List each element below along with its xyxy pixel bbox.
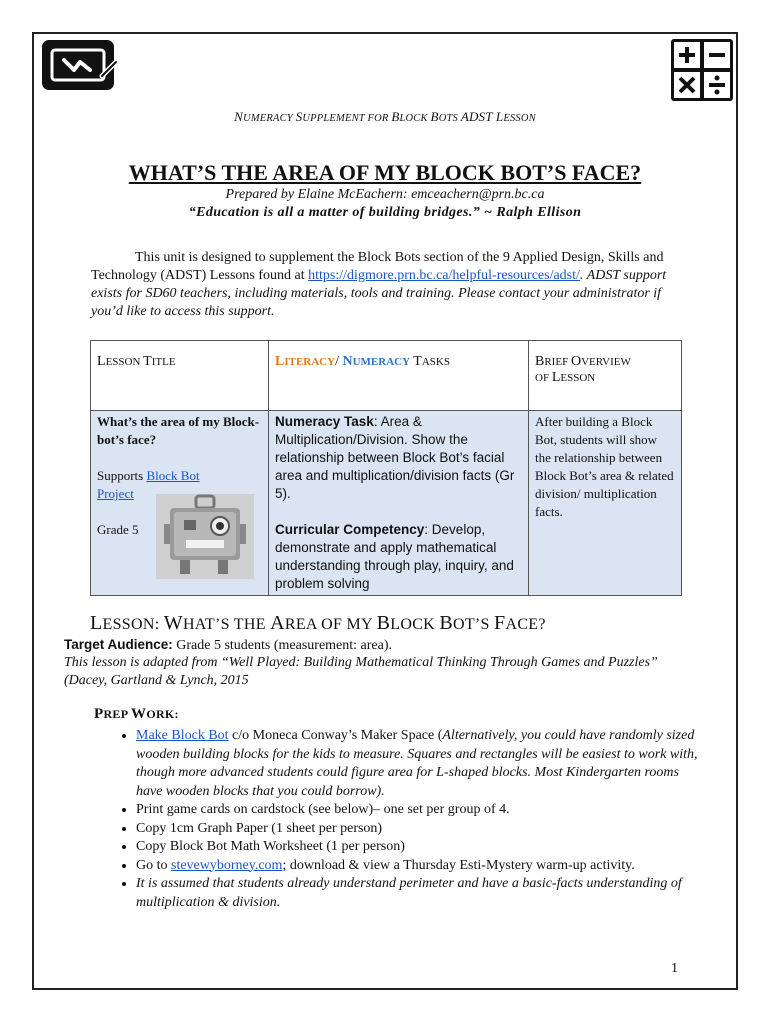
lesson-cell	[91, 411, 269, 596]
quote: “Education is all a matter of building bridges.” ~ Ralph Ellison	[188, 205, 582, 220]
supplement-heading: NUMERACY SUPPLEMENT FOR BLOCK BOTS ADST LESSON	[234, 109, 536, 124]
adapted-note: This lesson is adapted from “Well Played: Building Mathematical Thinking Through Games and Puzzles” (Dacey, Gartland & Lynch, 2015	[64, 655, 658, 688]
page-title: WHAT’S THE AREA OF MY BLOCK BOT’S FACE?	[128, 160, 642, 185]
stevewyborney-link[interactable]: stevewyborney.com	[171, 857, 283, 873]
lesson-table	[90, 340, 682, 596]
list-item: • Make Block Bot c/o Moneca Conway’s Maker Space (Alternatively, you could have randomly sized wooden building blocks for the kids to measure. Squares and rectangles will be easiest to work with, though more advanced students could figure area for L-shaped blocks. Most Kindergarten rooms have wooden blocks that you could borrow).	[136, 727, 706, 801]
intro-paragraph: This unit is designed to supplement the Block Bots section of the 9 Applied Design, Skills and Technology (ADST) Lessons found at https://digmore.prn.bc.ca/helpful-resources/adst/. ADST support exists for SD60 teachers, including materials, tools and training. Please contact your administrator if you’d like to access this support.	[91, 250, 667, 319]
target-audience: Target Audience: Grade 5 students (measurement: area).	[64, 637, 393, 653]
page-number: 1	[671, 961, 678, 976]
list-item: • Copy Block Bot Math Worksheet (1 per person)	[136, 838, 706, 857]
whiteboard-logo-icon	[40, 38, 120, 94]
tasks-cell	[269, 411, 529, 596]
supports-line: Supports Block Bot Project	[97, 468, 200, 501]
list-item: • Go to stevewyborney.com; download & view a Thursday Esti-Mystery warm-up activity.	[136, 857, 706, 876]
make-block-bot-link[interactable]: Make Block Bot	[136, 728, 229, 743]
block-bot-project-link[interactable]: Block Bot Project	[97, 468, 200, 501]
grade-label: Grade 5	[97, 522, 139, 537]
math-operators-icon	[670, 38, 734, 102]
list-item: • Print game cards on cardstock (see below)– one set per group of 4.	[136, 801, 706, 820]
prepared-by: Prepared by Elaine McEachern: emceachern@prn.bc.ca	[225, 187, 545, 202]
list-item: • It is assumed that students already understand perimeter and have a basic-facts understanding of multiplication & division.	[136, 875, 706, 912]
block-bot-photo	[156, 494, 254, 579]
header-lesson-title: LESSON TITLE	[91, 341, 269, 411]
header-tasks: LITERACY/ NUMERACY TASKS	[269, 341, 529, 411]
numeracy-task: Numeracy Task: Area & Multiplication/Division. Show the relationship between Block Bot’s facial area and multiplication/division facts (Gr 5).	[275, 414, 515, 501]
overview-cell: After building a Block Bot, students will show the relationship between Block Bot’s area & related division/ multiplication facts.	[529, 411, 682, 596]
curricular-competency: Curricular Competency: Develop, demonstrate and apply mathematical understanding through play, inquiry, and problem solving	[275, 522, 514, 591]
list-item: • Copy 1cm Graph Paper (1 sheet per person)	[136, 820, 706, 839]
prep-work-heading: PREP WORK:	[94, 706, 179, 722]
lesson-heading: LESSON: WHAT’S THE AREA OF MY BLOCK BOT’S FACE?	[90, 612, 546, 634]
header-overview: BRIEF OVERVIEW OF LESSON	[529, 341, 682, 411]
adst-link[interactable]: https://digmore.prn.bc.ca/helpful-resources/adst/	[308, 268, 580, 283]
prep-list	[110, 727, 706, 912]
lesson-name: What’s the area of my Block-bot’s face?	[97, 414, 260, 447]
